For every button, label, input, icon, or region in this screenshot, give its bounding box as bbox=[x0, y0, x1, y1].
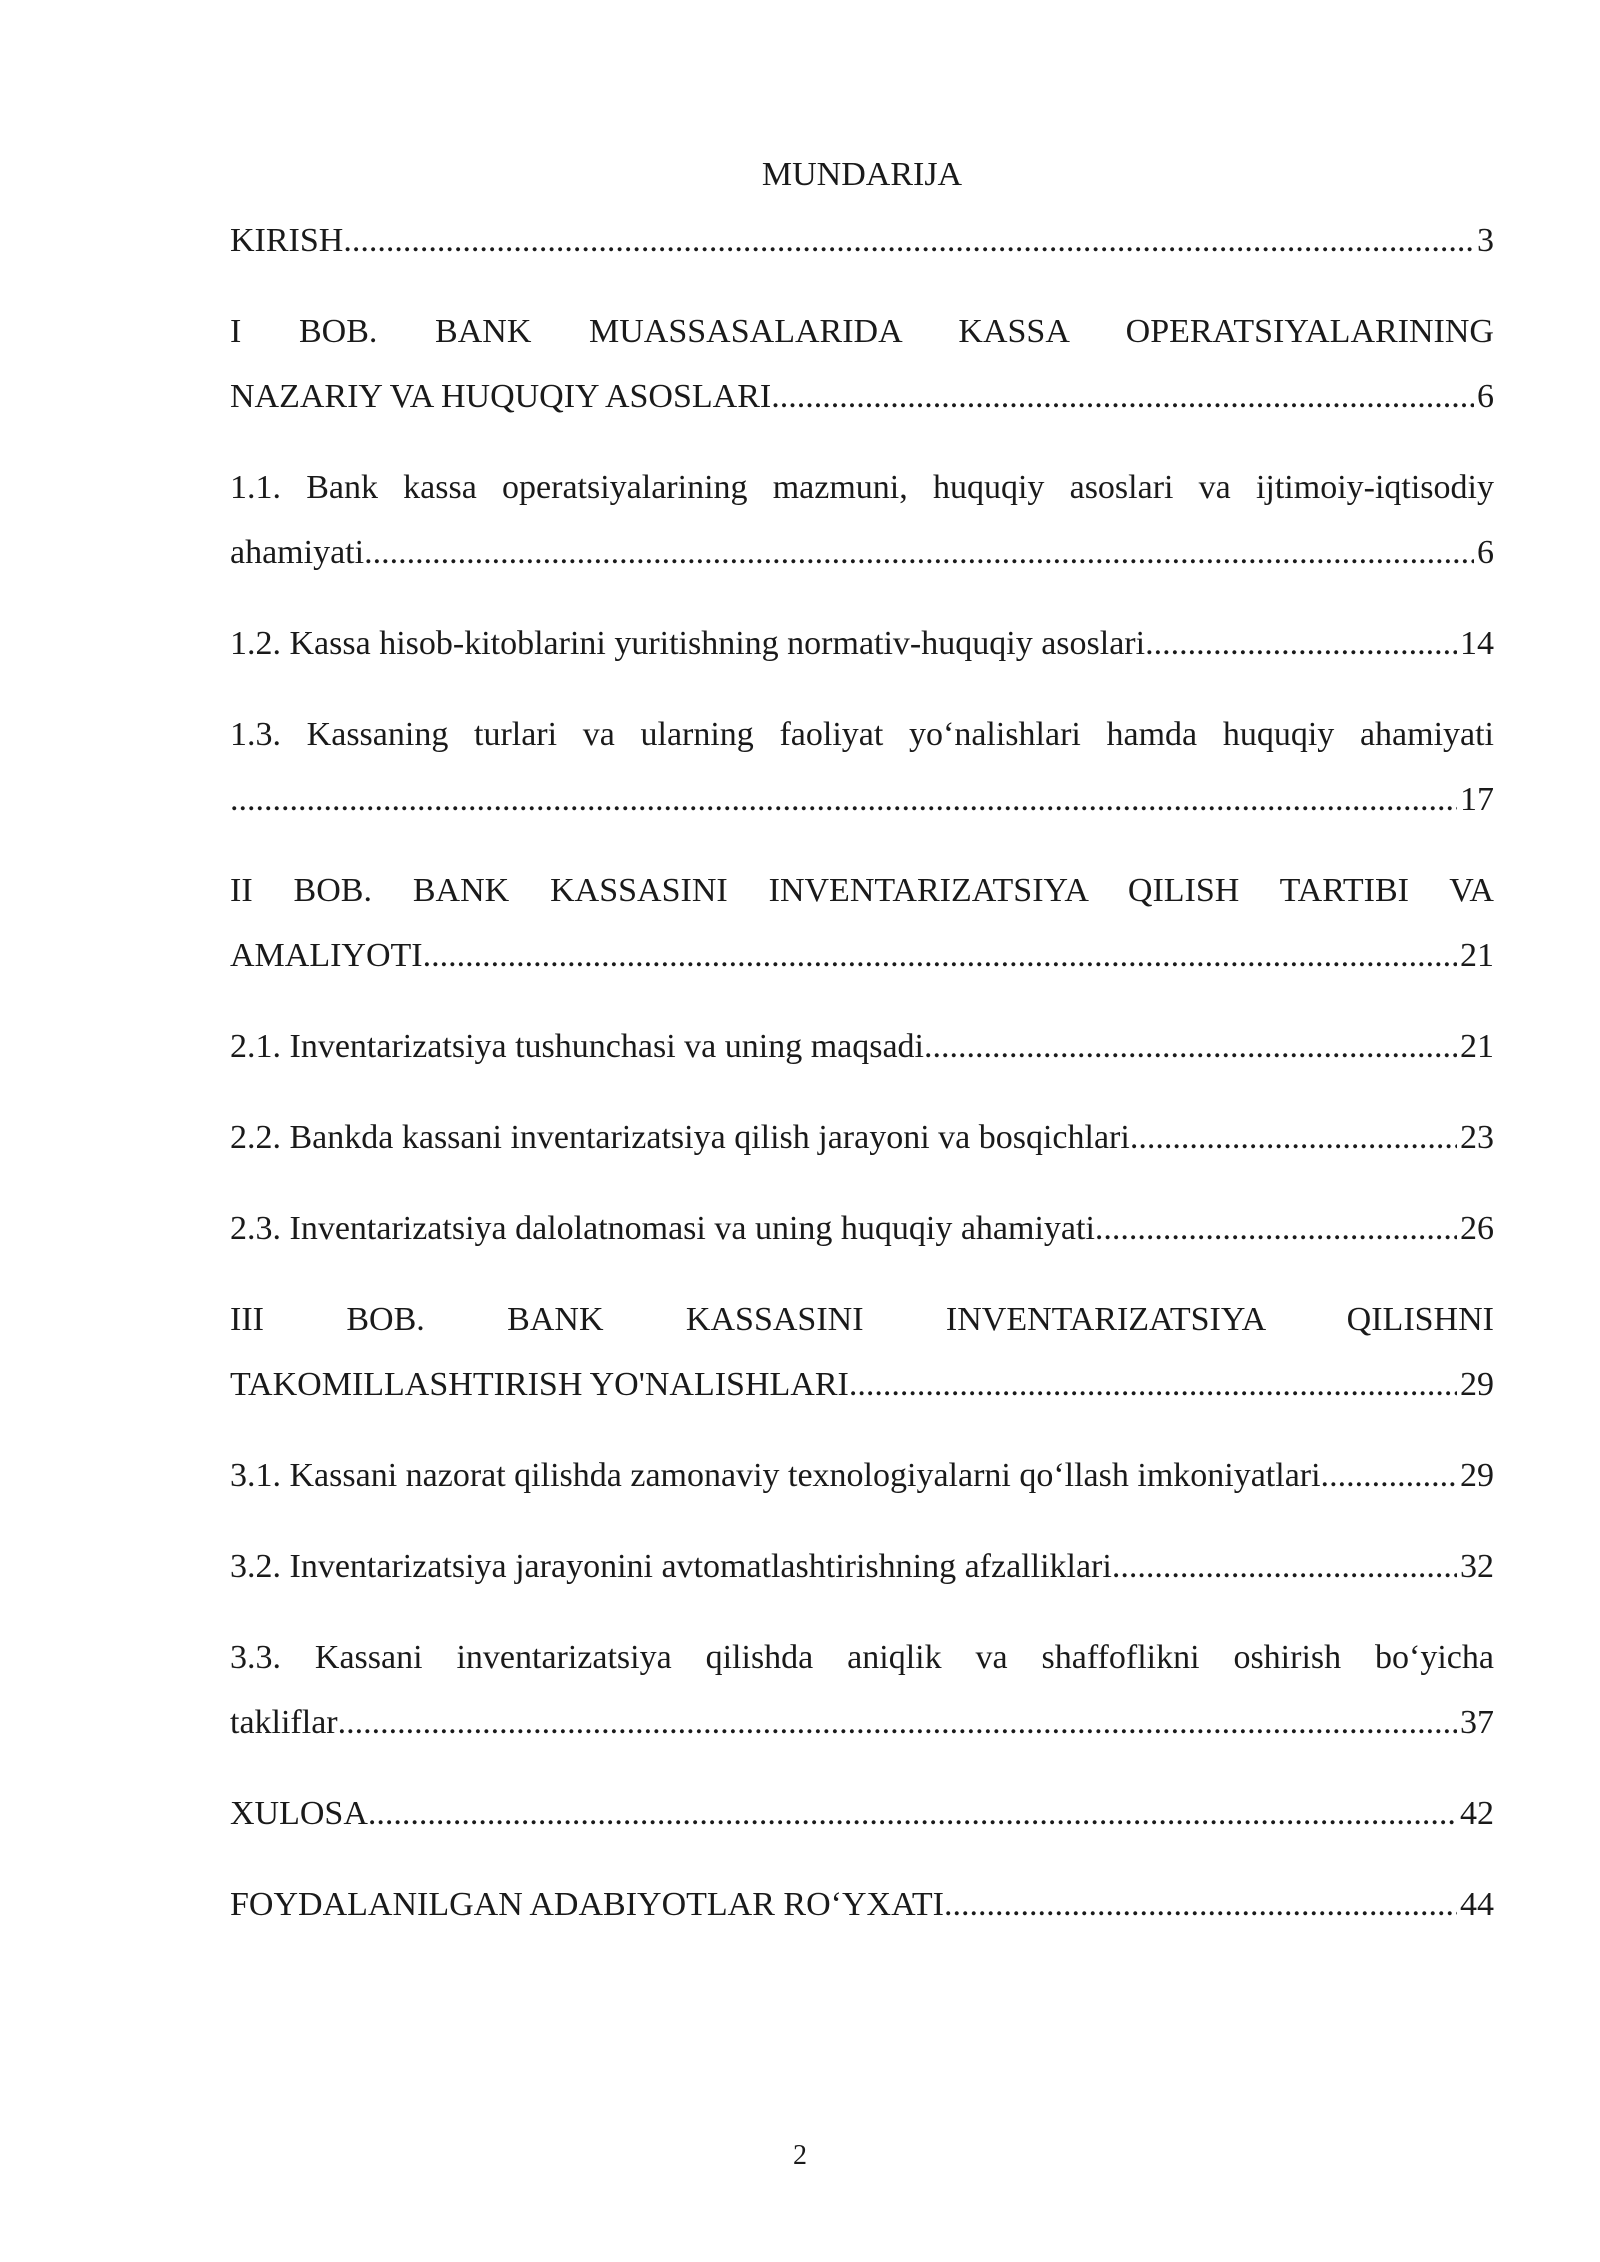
dot-leader bbox=[1130, 1105, 1457, 1170]
toc-entry-label: NAZARIY VA HUQUQIY ASOSLARI bbox=[230, 378, 772, 415]
toc-entry bbox=[230, 858, 1494, 988]
toc-entry-page: 6 bbox=[1477, 378, 1494, 415]
toc-entry-label: 3.2. Inventarizatsiya jarayonini avtomatlashtirishning afzalliklari bbox=[230, 1548, 1112, 1585]
toc-entry-last-line bbox=[230, 1443, 1494, 1508]
dot-leader bbox=[230, 767, 1457, 832]
toc-entry-label: I BOB. BANK MUASSASALARIDA KASSA OPERATSIYALARINING bbox=[230, 313, 1494, 350]
toc-entry-label: KIRISH bbox=[230, 222, 344, 259]
toc-entry bbox=[230, 702, 1494, 832]
toc-entry-label: TAKOMILLASHTIRISH YO'NALISHLARI bbox=[230, 1366, 849, 1403]
dot-leader bbox=[338, 1690, 1457, 1755]
dot-leader bbox=[924, 1014, 1457, 1079]
dot-leader bbox=[771, 364, 1474, 429]
toc-entry bbox=[230, 1105, 1494, 1170]
toc-entry bbox=[230, 1443, 1494, 1508]
dot-leader bbox=[1095, 1196, 1457, 1261]
dot-leader bbox=[343, 208, 1474, 273]
toc-entry-label: ahamiyati bbox=[230, 534, 365, 571]
toc-entry-label: 2.2. Bankda kassani inventarizatsiya qilish jarayoni va bosqichlari bbox=[230, 1119, 1130, 1156]
toc-entry-label: 1.1. Bank kassa operatsiyalarining mazmuni, huquqiy asoslari va ijtimoiy-iqtisodiy bbox=[230, 469, 1494, 506]
toc-entry-label: 2.1. Inventarizatsiya tushunchasi va uning maqsadi bbox=[230, 1028, 924, 1065]
dot-leader bbox=[1329, 1443, 1457, 1508]
toc-entry-label: XULOSA bbox=[230, 1795, 368, 1832]
toc-entry bbox=[230, 1872, 1494, 1937]
toc-entry-label: III BOB. BANK KASSASINI INVENTARIZATSIYA QILISHNI bbox=[230, 1301, 1494, 1338]
toc-entry bbox=[230, 1625, 1494, 1755]
dot-leader bbox=[944, 1872, 1457, 1937]
dot-leader bbox=[1112, 1534, 1457, 1599]
toc-entry bbox=[230, 299, 1494, 429]
page-number: 2 bbox=[793, 2140, 807, 2171]
toc-entry-last-line bbox=[230, 923, 1494, 988]
table-of-contents bbox=[230, 148, 1494, 1963]
toc-entry-page: 14 bbox=[1460, 625, 1494, 662]
toc-entry-last-line bbox=[230, 1352, 1494, 1417]
toc-entry bbox=[230, 611, 1494, 676]
toc-entry-page: 29 bbox=[1460, 1457, 1494, 1494]
toc-entry-page: 23 bbox=[1460, 1119, 1494, 1156]
toc-entry-last-line bbox=[230, 611, 1494, 676]
toc-entry-label: 2.3. Inventarizatsiya dalolatnomasi va uning huquqiy ahamiyati bbox=[230, 1210, 1095, 1247]
toc-entry-last-line bbox=[230, 208, 1494, 273]
toc-entry-last-line bbox=[230, 1781, 1494, 1846]
toc-entry-page: 26 bbox=[1460, 1210, 1494, 1247]
toc-entry-page: 44 bbox=[1460, 1886, 1494, 1923]
dot-leader bbox=[368, 1781, 1457, 1846]
toc-entry-page: 42 bbox=[1460, 1795, 1494, 1832]
toc-entry-page: 17 bbox=[1460, 781, 1494, 818]
toc-title: MUNDARIJA bbox=[761, 156, 963, 193]
toc-entry-label: FOYDALANILGAN ADABIYOTLAR RO‘YXATI bbox=[230, 1886, 944, 1923]
toc-entry-page: 29 bbox=[1460, 1366, 1494, 1403]
toc-entry bbox=[230, 1781, 1494, 1846]
toc-entry-label: 1.3. Kassaning turlari va ularning faoliyat yo‘nalishlari hamda huquqiy ahamiyati bbox=[230, 716, 1494, 753]
toc-entry-label: 1.2. Kassa hisob-kitoblarini yuritishning normativ-huquqiy asoslari bbox=[230, 625, 1146, 662]
toc-entry-page: 3 bbox=[1477, 222, 1494, 259]
toc-entry-last-line bbox=[230, 767, 1494, 832]
toc-entry-label: AMALIYOTI bbox=[230, 937, 423, 974]
toc-entry-last-line bbox=[230, 1014, 1494, 1079]
toc-entry bbox=[230, 455, 1494, 585]
toc-entry-last-line bbox=[230, 364, 1494, 429]
toc-entry-page: 21 bbox=[1460, 1028, 1494, 1065]
toc-entry-page: 21 bbox=[1460, 937, 1494, 974]
toc-entry-last-line bbox=[230, 1872, 1494, 1937]
toc-entry-last-line bbox=[230, 1105, 1494, 1170]
toc-entry-page: 32 bbox=[1460, 1548, 1494, 1585]
dot-leader bbox=[1145, 611, 1457, 676]
toc-entry bbox=[230, 1287, 1494, 1417]
toc-entry-label: 3.3. Kassani inventarizatsiya qilishda aniqlik va shaffoflikni oshirish bo‘yicha bbox=[230, 1639, 1494, 1676]
toc-entry-label: 3.1. Kassani nazorat qilishda zamonaviy texnologiyalarni qo‘llash imkoniyatlari. bbox=[230, 1457, 1330, 1494]
toc-entry bbox=[230, 1534, 1494, 1599]
toc-entry-label: II BOB. BANK KASSASINI INVENTARIZATSIYA QILISH TARTIBI VA bbox=[230, 872, 1494, 909]
toc-entry-last-line bbox=[230, 1196, 1494, 1261]
dot-leader bbox=[364, 520, 1474, 585]
toc-entry-page: 37 bbox=[1460, 1704, 1494, 1741]
toc-entry-page: 6 bbox=[1477, 534, 1494, 571]
toc-entry bbox=[230, 208, 1494, 273]
toc-entry bbox=[230, 1014, 1494, 1079]
dot-leader bbox=[849, 1352, 1457, 1417]
toc-entry-label: takliflar bbox=[230, 1704, 338, 1741]
toc-entry-last-line bbox=[230, 1534, 1494, 1599]
toc-entry-last-line bbox=[230, 520, 1494, 585]
dot-leader bbox=[423, 923, 1457, 988]
toc-entry-last-line bbox=[230, 1690, 1494, 1755]
toc-list bbox=[230, 208, 1494, 1937]
toc-entry bbox=[230, 1196, 1494, 1261]
